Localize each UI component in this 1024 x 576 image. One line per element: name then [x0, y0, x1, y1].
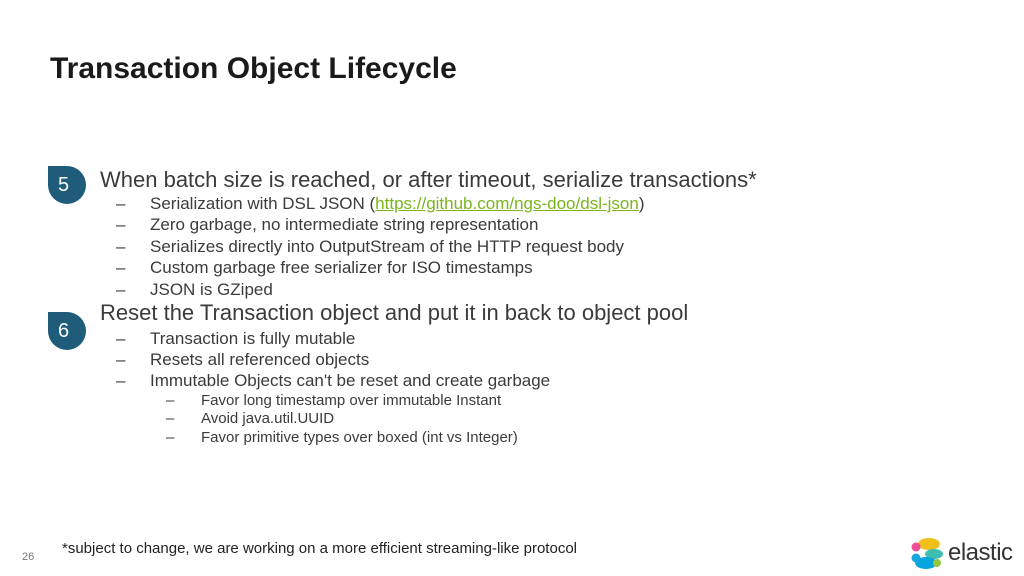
sub-bullet-text: Custom garbage free serializer for ISO timestamps — [150, 258, 533, 277]
page-number: 26 — [22, 551, 35, 563]
sub-bullet-text: Zero garbage, no intermediate string representation — [150, 215, 539, 234]
sub-sub-bullet-text: Favor long timestamp over immutable Instant — [201, 392, 502, 409]
sub-bullet-text: Transaction is fully mutable — [150, 329, 356, 348]
logo-yellow-shape — [918, 538, 940, 550]
sub-bullet — [116, 371, 550, 391]
dash: – — [166, 410, 175, 427]
elastic-logo-icon — [910, 536, 944, 570]
sub-bullet — [116, 329, 355, 349]
step-badge-6: 6 — [48, 312, 86, 350]
elastic-logo — [910, 536, 1013, 570]
dash: – — [116, 258, 126, 277]
dash: – — [166, 392, 175, 409]
dash: – — [116, 215, 126, 234]
footnote: *subject to change, we are working on a more efficient streaming-like protocol — [62, 540, 577, 557]
sub-bullet-text: JSON is GZiped — [150, 280, 273, 299]
sub-sub-bullet — [166, 392, 501, 409]
sub-bullet-text: Immutable Objects can't be reset and create garbage — [150, 371, 551, 390]
sub-bullet — [116, 215, 538, 235]
sub-bullet-text: Serializes directly into OutputStream of the HTTP request body — [150, 237, 625, 256]
logo-lightblue-shape — [912, 554, 921, 563]
sub-bullet-text: ) — [638, 194, 645, 213]
sub-sub-bullet-text: Favor primitive types over boxed (int vs Integer) — [201, 429, 518, 446]
dsl-json-link[interactable]: https://github.com/ngs-doo/dsl-json — [375, 194, 639, 213]
dash: – — [116, 280, 126, 299]
step-badge-5: 5 — [48, 166, 86, 204]
sub-bullet — [116, 350, 369, 370]
sub-sub-bullet — [166, 410, 334, 427]
dash: – — [116, 329, 126, 348]
slide-title: Transaction Object Lifecycle — [50, 52, 457, 85]
dash: – — [116, 194, 126, 213]
sub-bullet-text: Serialization with DSL JSON ( — [150, 194, 376, 213]
dash: – — [166, 429, 175, 446]
logo-pink-shape — [912, 543, 921, 552]
sub-sub-bullet-text: Avoid java.util.UUID — [201, 410, 335, 427]
sub-bullet — [116, 237, 624, 257]
main-bullet-serialize: When batch size is reached, or after timeout, serialize transactions* — [100, 167, 757, 192]
sub-bullet — [116, 194, 645, 214]
main-bullet-reset: Reset the Transaction object and put it in back to object pool — [100, 300, 689, 325]
sub-sub-bullet — [166, 429, 518, 446]
sub-bullet-text: Resets all referenced objects — [150, 350, 370, 369]
sub-bullet — [116, 258, 533, 278]
logo-green-shape — [933, 559, 941, 567]
dash: – — [116, 237, 126, 256]
sub-bullet — [116, 280, 273, 300]
elastic-logo-text: elastic — [948, 539, 1013, 566]
dash: – — [116, 371, 126, 390]
dash: – — [116, 350, 126, 369]
